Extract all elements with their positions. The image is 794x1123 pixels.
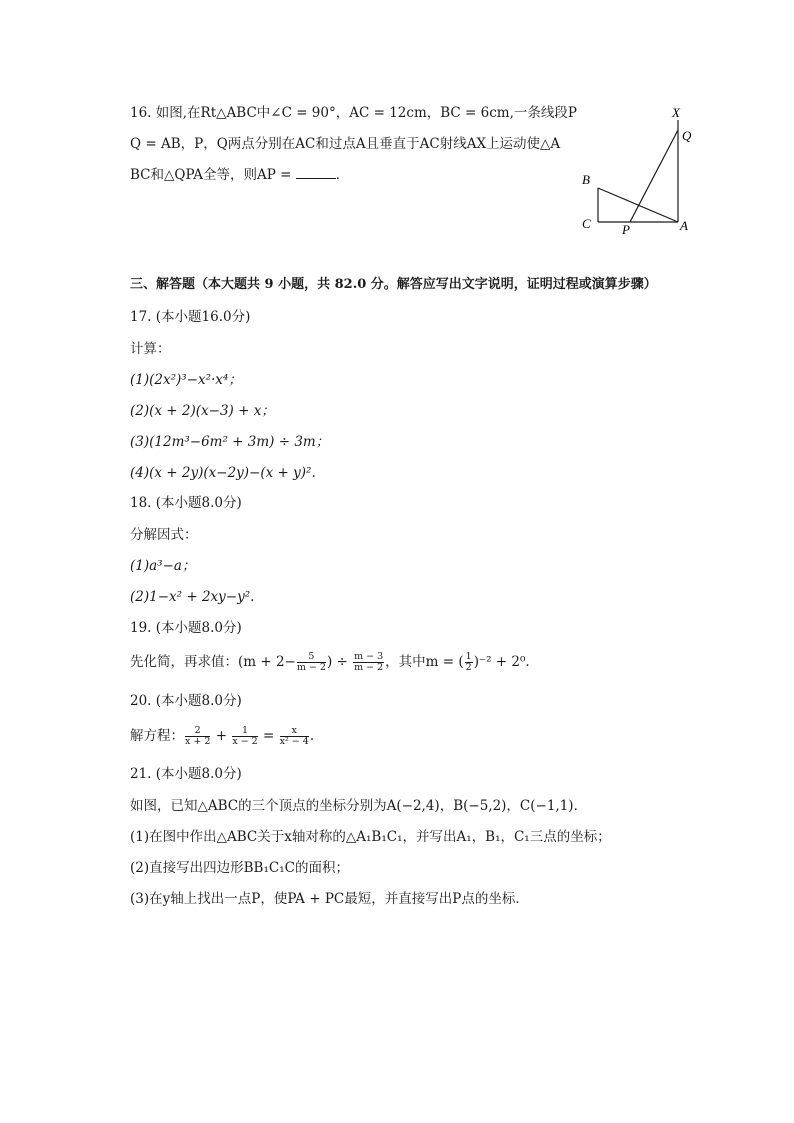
- q19-mid: ) ÷: [326, 654, 353, 670]
- label-A: A: [680, 218, 688, 233]
- q21-item-2: (2)直接写出四边形BB₁C₁C的面积；: [130, 860, 349, 876]
- q16-line3: [130, 166, 349, 184]
- q19-fraction-3: $\frac{1}{2}$: [465, 651, 472, 673]
- q19-fraction-2: $\frac{m - 3}{m - 2}$: [354, 651, 384, 673]
- q19-post: ，其中m = (: [385, 654, 464, 670]
- q18-head: 18. (本小题8.0分): [130, 495, 242, 511]
- q20-head: 20. (本小题8.0分): [130, 693, 242, 709]
- q16-line2: Q = AB，P，Q两点分别在AC和过点A且垂直于AC射线AX上运动使△A: [130, 136, 561, 152]
- q21-head: 21. (本小题8.0分): [130, 766, 242, 782]
- q18-instr: 分解因式：: [130, 527, 198, 543]
- label-B: B: [582, 172, 590, 187]
- q17-head: 17. (本小题16.0分): [130, 309, 251, 325]
- q20-end: .: [309, 728, 315, 744]
- q16-line3-end: ．: [335, 167, 350, 183]
- q18-item-2: (2)1−x² + 2xy−y².: [130, 589, 255, 605]
- q16-line3-text: BC和△QPA全等，则AP =: [130, 167, 296, 183]
- q17-item-3: (3)(12m³−6m² + 3m) ÷ 3m；: [130, 434, 330, 450]
- q19-head: 19. (本小题8.0分): [130, 620, 242, 636]
- q17-instr: 计算：: [130, 341, 171, 357]
- q21-stem: 如图，已知△ABC的三个顶点的坐标分别为A(−2,4)，B(−5,2)，C(−1,1)．: [130, 798, 588, 814]
- segment-BA: [598, 188, 678, 222]
- label-Q: Q: [682, 128, 692, 143]
- q20-pre: 解方程：: [130, 728, 184, 744]
- triangle-figure: [570, 100, 700, 240]
- q19-body: [130, 652, 530, 673]
- section-header: 三、解答题（本大题共 9 小题，共 82.0 分。解答应写出文字说明，证明过程或演算步骤）: [130, 277, 657, 292]
- q20-fraction-3: $\frac{x}{\text{x² − 4}}$: [279, 725, 309, 747]
- q20-eq: =: [258, 728, 279, 744]
- q19-fraction-1: $\frac{5}{m - 2}$: [296, 651, 326, 673]
- segment-PQ: [630, 130, 678, 222]
- q17-item-4: (4)(x + 2y)(x−2y)−(x + y)².: [130, 465, 316, 481]
- q17-item-2: (2)(x + 2)(x−3) + x；: [130, 403, 275, 419]
- label-X: X: [672, 105, 680, 120]
- q20-body: [130, 726, 314, 747]
- label-C: C: [582, 216, 591, 231]
- label-P: P: [622, 222, 630, 237]
- q19-end: )⁻² + 2⁰.: [473, 654, 530, 670]
- q21-item-3: (3)在y轴上找出一点P，使PA + PC最短，并直接写出P点的坐标．: [130, 891, 529, 907]
- q17-item-1: (1)(2x²)³−x²·x⁴；: [130, 372, 242, 388]
- q19-pre: 先化简，再求值：(m + 2−: [130, 654, 296, 670]
- q21-item-1: (1)在图中作出△ABC关于x轴对称的△A₁B₁C₁，并写出A₁，B₁，C₁三点的坐标；: [130, 829, 611, 845]
- q20-plus: +: [211, 728, 232, 744]
- q16-line1: 16. 如图,在Rt△ABC中∠C = 90°，AC = 12cm，BC = 6cm,一条线段P: [130, 105, 577, 121]
- q20-fraction-2: $\frac{1}{x - 2}$: [232, 725, 258, 747]
- answer-blank: [296, 166, 336, 179]
- q20-fraction-1: $\frac{2}{x + 2}$: [185, 725, 211, 747]
- q18-item-1: (1)a³−a；: [130, 558, 196, 574]
